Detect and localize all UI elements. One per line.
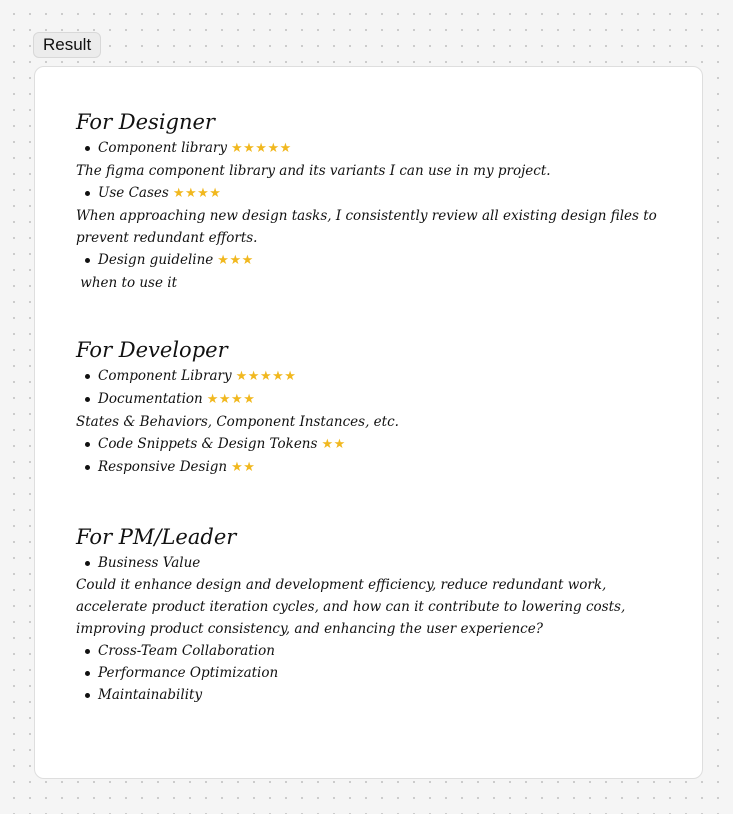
item-label: Cross-Team Collaboration	[98, 643, 275, 659]
item-label: Business Value	[98, 555, 201, 571]
star-icon: ★★★★★	[230, 141, 292, 156]
star-icon: ★★	[321, 437, 346, 452]
result-card	[34, 66, 703, 779]
section-title: For Developer	[76, 338, 228, 362]
item-label: Documentation	[98, 391, 203, 407]
section-title: For Designer	[76, 110, 215, 134]
star-icon: ★★★	[217, 253, 254, 268]
item-label: Maintainability	[98, 687, 203, 703]
list-item	[76, 182, 676, 205]
star-icon: ★★★★	[172, 186, 222, 201]
item-note: The figma component library and its variants I can use in my project.	[76, 163, 551, 179]
list-item	[76, 684, 676, 706]
item-label: Responsive Design	[98, 459, 228, 475]
list-item	[76, 456, 676, 479]
list-item	[76, 249, 676, 272]
list-item	[76, 388, 676, 411]
result-content	[76, 107, 676, 706]
section-designer	[76, 107, 676, 294]
star-icon: ★★★★	[206, 392, 256, 407]
section-spacer	[76, 479, 676, 522]
section-spacer	[76, 294, 676, 335]
item-label: Use Cases	[98, 185, 169, 201]
item-label: Code Snippets & Design Tokens	[98, 436, 318, 452]
item-note: when to use it	[76, 275, 178, 291]
item-label: Component Library	[98, 368, 232, 384]
result-tab[interactable]: Result	[33, 32, 101, 58]
list-item	[76, 640, 676, 662]
list-item	[76, 433, 676, 456]
list-item	[76, 365, 676, 388]
item-label: Design guideline	[98, 252, 214, 268]
star-icon: ★★★★★	[235, 369, 297, 384]
item-note: States & Behaviors, Component Instances, etc.	[76, 414, 399, 430]
section-title: For PM/Leader	[76, 525, 237, 549]
item-label: Component library	[98, 140, 227, 156]
list-item	[76, 137, 676, 160]
item-note: Could it enhance design and development efficiency, reduce redundant work, accelerate product iteration cycles, and how can it contribute to lowering costs, improving product consistency, and enhancing the user experience?	[76, 577, 626, 637]
list-item	[76, 662, 676, 684]
list-item	[76, 552, 676, 574]
item-label: Performance Optimization	[98, 665, 279, 681]
section-pm-leader	[76, 522, 676, 706]
star-icon: ★★	[231, 460, 256, 475]
section-developer	[76, 335, 676, 479]
item-note: When approaching new design tasks, I consistently review all existing design files to prevent redundant efforts.	[76, 208, 657, 246]
